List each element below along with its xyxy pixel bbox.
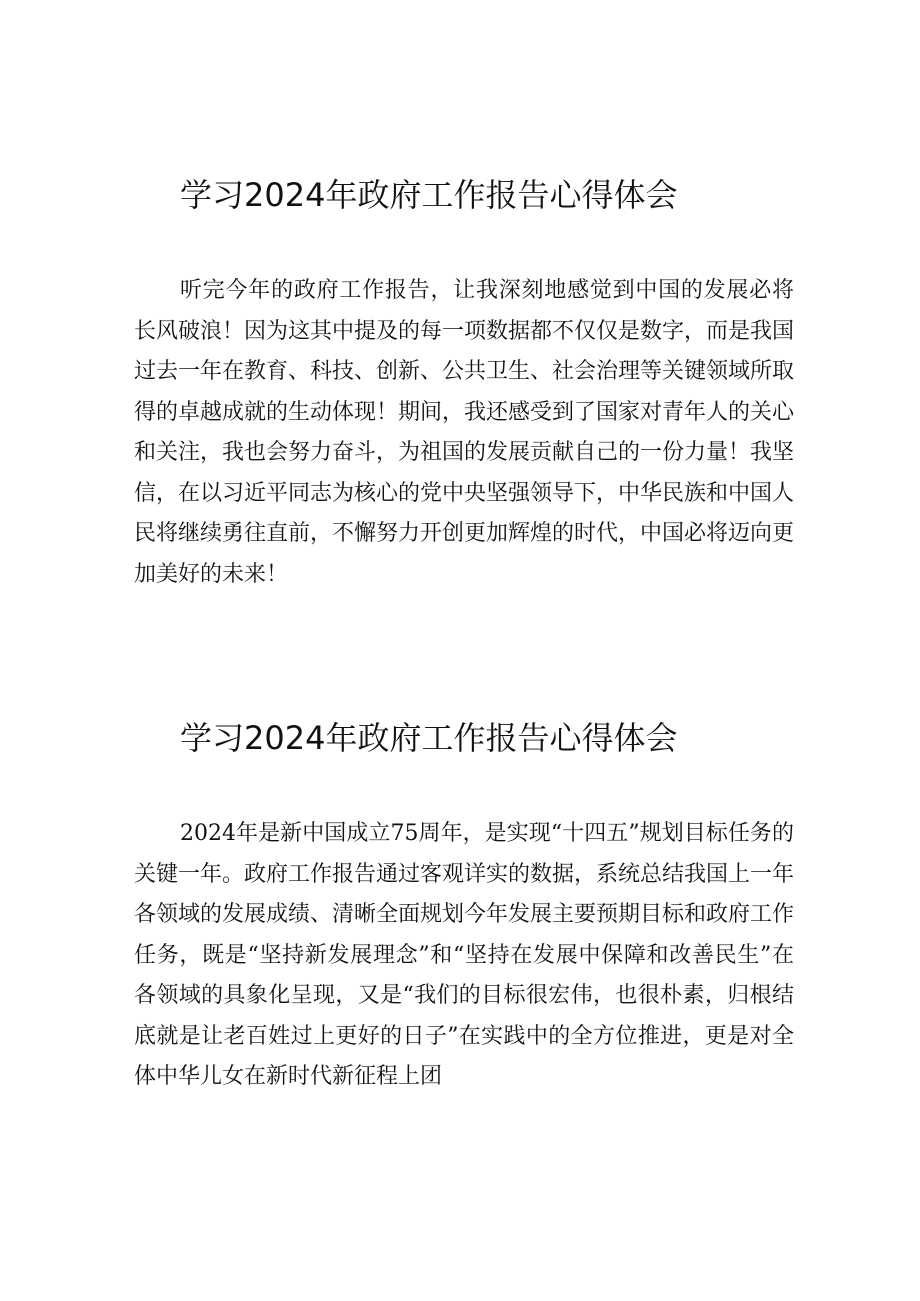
article-title: 学习2024年政府工作报告心得体会 — [180, 176, 678, 214]
article-paragraph: 2024年是新中国成立75周年，是实现“十四五”规划目标任务的关键一年。政府工作报告通过客观详实的数据，系统总结我国上一年各领域的发展成绩、清晰全面规划今年发展主要预期目标和政府工作任务，既是“坚持新发展理念”和“坚持在发展中保障和改善民生”在各领域的具象化呈现，又是“我们的目标很宏伟，也很朴素，归根结底就是让老百姓过上更好的日子”在实践中的全方位推进，更是对全体中华儿女在新时代新征程上团 — [134, 821, 795, 1089]
article-title: 学习2024年政府工作报告心得体会 — [180, 719, 678, 757]
article-paragraph: 听完今年的政府工作报告，让我深刻地感觉到中国的发展必将长风破浪！因为这其中提及的每一项数据都不仅仅是数字，而是我国过去一年在教育、科技、创新、公共卫生、社会治理等关键领域所取得的卓越成就的生动体现！期间，我还感受到了国家对青年人的关心和关注，我也会努力奋斗，为祖国的发展贡献自己的一份力量！我坚信，在以习近平同志为核心的党中央坚强领导下，中华民族和中国人民将继续勇往直前，不懈努力开创更加辉煌的时代，中国必将迈向更加美好的未来！ — [134, 278, 795, 587]
